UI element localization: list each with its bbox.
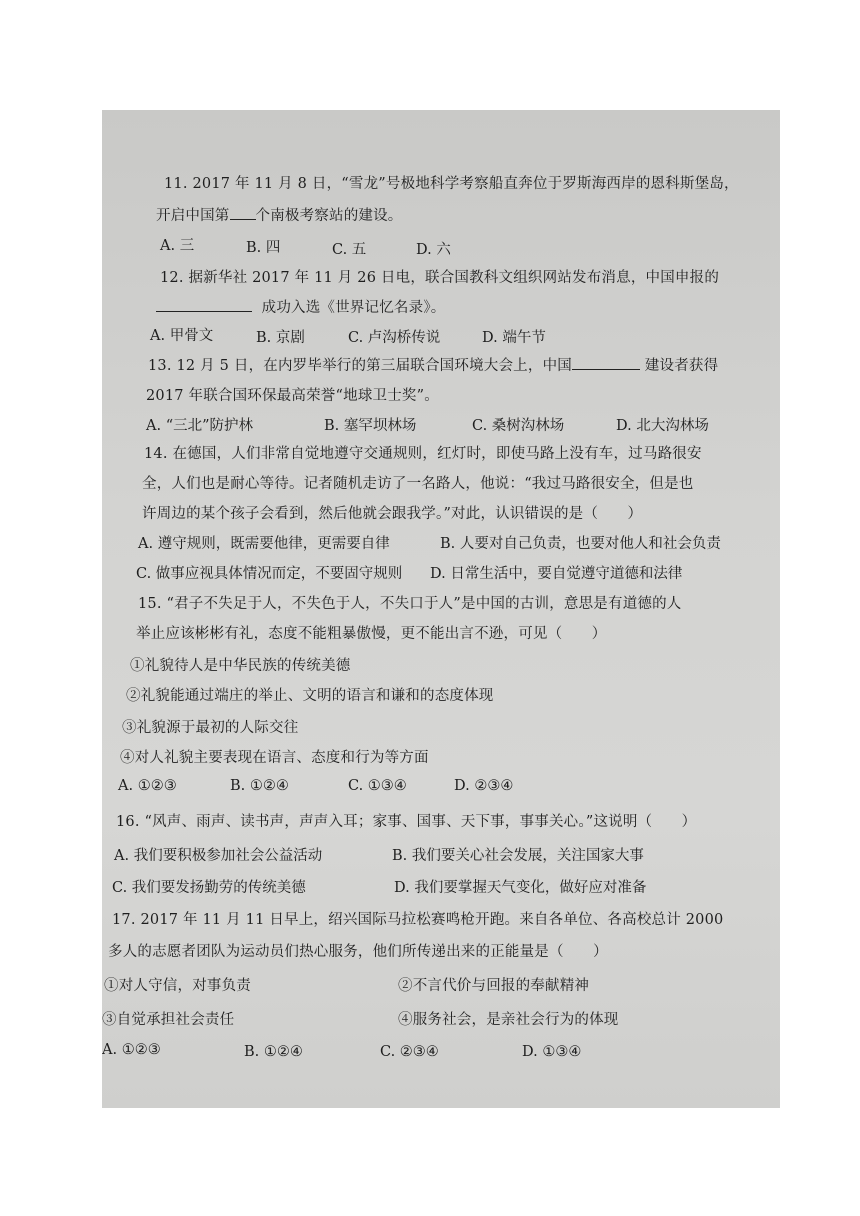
q16-option-a: A. 我们要积极参加社会公益活动 bbox=[114, 848, 323, 864]
q12-blank bbox=[156, 297, 252, 312]
q12-line1: 12. 据新华社 2017 年 11 月 26 日电，联合国教科文组织网站发布消息，中国申报的 bbox=[160, 270, 720, 286]
q17-line2: 多人的志愿者团队为运动员们热心服务，他们所传递出来的正能量是（ ） bbox=[108, 944, 608, 960]
q15-item-4: ④对人礼貌主要表现在语言、态度和行为等方面 bbox=[120, 750, 429, 766]
q17-option-a: A. ①②③ bbox=[102, 1042, 161, 1058]
q13-blank bbox=[572, 355, 640, 370]
q14-option-a: A. 遵守规则，既需要他律，更需要自律 bbox=[138, 536, 390, 552]
q17-line1: 17. 2017 年 11 月 11 日早上，绍兴国际马拉松赛鸣枪开跑。来自各单位、各高校总计 2000 bbox=[112, 912, 724, 928]
q15-option-a: A. ①②③ bbox=[118, 778, 177, 794]
q13-line2: 2017 年联合国环保最高荣誉“地球卫士奖”。 bbox=[146, 388, 439, 404]
q13-line1-a: 13. 12 月 5 日，在内罗毕举行的第三届联合国环境大会上，中国 bbox=[148, 358, 572, 374]
q12-line2-b: 成功入选《世界记忆名录》。 bbox=[261, 300, 446, 316]
q15-item-2: ②礼貌能通过端庄的举止、文明的语言和谦和的态度体现 bbox=[126, 688, 494, 704]
q14-line3: 许周边的某个孩子会看到，然后他就会跟我学。”对此，认识错误的是（ ） bbox=[142, 506, 643, 522]
q15-option-b: B. ①②④ bbox=[230, 778, 289, 794]
q13-option-b: B. 塞罕坝林场 bbox=[324, 418, 417, 434]
q17-item-3: ③自觉承担社会责任 bbox=[102, 1012, 235, 1028]
q17-item-2: ②不言代价与回报的奉献精神 bbox=[398, 978, 590, 994]
q15-option-d: D. ②③④ bbox=[454, 778, 514, 794]
q13-line1-b: 建设者获得 bbox=[644, 358, 719, 374]
q11-option-b: B. 四 bbox=[246, 240, 281, 256]
q17-option-b: B. ①②④ bbox=[244, 1044, 303, 1060]
q12-option-b: B. 京剧 bbox=[256, 330, 305, 346]
q17-item-1: ①对人守信，对事负责 bbox=[104, 978, 251, 994]
q13-line1 bbox=[148, 354, 718, 375]
q11-line2-b: 个南极考察站的建设。 bbox=[255, 208, 403, 224]
q11-line2-a: 开启中国第 bbox=[156, 208, 230, 224]
q15-item-1: ①礼貌待人是中华民族的传统美德 bbox=[130, 658, 351, 674]
q17-option-d: D. ①③④ bbox=[522, 1044, 582, 1060]
q11-option-c: C. 五 bbox=[332, 242, 367, 258]
q13-option-d: D. 北大沟林场 bbox=[616, 418, 709, 434]
q15-line2: 举止应该彬彬有礼，态度不能粗暴傲慢，更不能出言不逊，可见（ ） bbox=[136, 626, 607, 642]
q16-option-d: D. 我们要掌握天气变化，做好应对准备 bbox=[394, 880, 647, 896]
q17-option-c: C. ②③④ bbox=[380, 1044, 439, 1060]
q14-line2: 全，人们也是耐心等待。记者随机走访了一名路人，他说：“我过马路很安全，但是也 bbox=[142, 476, 694, 492]
q14-option-b: B. 人要对自己负责，也要对他人和社会负责 bbox=[440, 536, 721, 552]
q15-option-c: C. ①③④ bbox=[348, 778, 407, 794]
q14-option-c: C. 做事应视具体情况而定，不要固守规则 bbox=[136, 566, 403, 582]
q16-option-b: B. 我们要关心社会发展，关注国家大事 bbox=[392, 848, 644, 864]
q15-line1: 15. “君子不失足于人，不失色于人，不失口于人”是中国的古训，意思是有道德的人 bbox=[138, 596, 682, 612]
q17-item-4: ④服务社会，是亲社会行为的体现 bbox=[398, 1012, 619, 1028]
photographed-exam-page bbox=[102, 110, 780, 1108]
q16-line1: 16. “风声、雨声、读书声，声声入耳；家事、国事、天下事，事事关心。”这说明（ ） bbox=[116, 814, 697, 830]
q14-line1: 14. 在德国，人们非常自觉地遵守交通规则，红灯时，即使马路上没有车，过马路很安 bbox=[144, 446, 702, 462]
q12-option-d: D. 端午节 bbox=[482, 330, 546, 346]
q15-item-3: ③礼貌源于最初的人际交往 bbox=[122, 720, 299, 736]
q11-line2 bbox=[156, 204, 403, 225]
q16-option-c: C. 我们要发扬勤劳的传统美德 bbox=[112, 880, 306, 896]
q12-option-c: C. 卢沟桥传说 bbox=[348, 330, 441, 346]
q11-line1: 11. 2017 年 11 月 8 日，“雪龙”号极地科学考察船直奔位于罗斯海西岸的恩科斯堡岛， bbox=[164, 176, 739, 192]
q11-blank bbox=[230, 205, 256, 220]
q11-option-d: D. 六 bbox=[416, 242, 451, 258]
q13-option-c: C. 桑树沟林场 bbox=[472, 418, 565, 434]
q11-option-a: A. 三 bbox=[160, 238, 195, 254]
q12-option-a: A. 甲骨文 bbox=[150, 328, 214, 344]
q14-option-d: D. 日常生活中，要自觉遵守道德和法律 bbox=[430, 566, 683, 582]
q12-line2 bbox=[156, 296, 445, 317]
q13-option-a: A. “三北”防护林 bbox=[146, 418, 254, 434]
